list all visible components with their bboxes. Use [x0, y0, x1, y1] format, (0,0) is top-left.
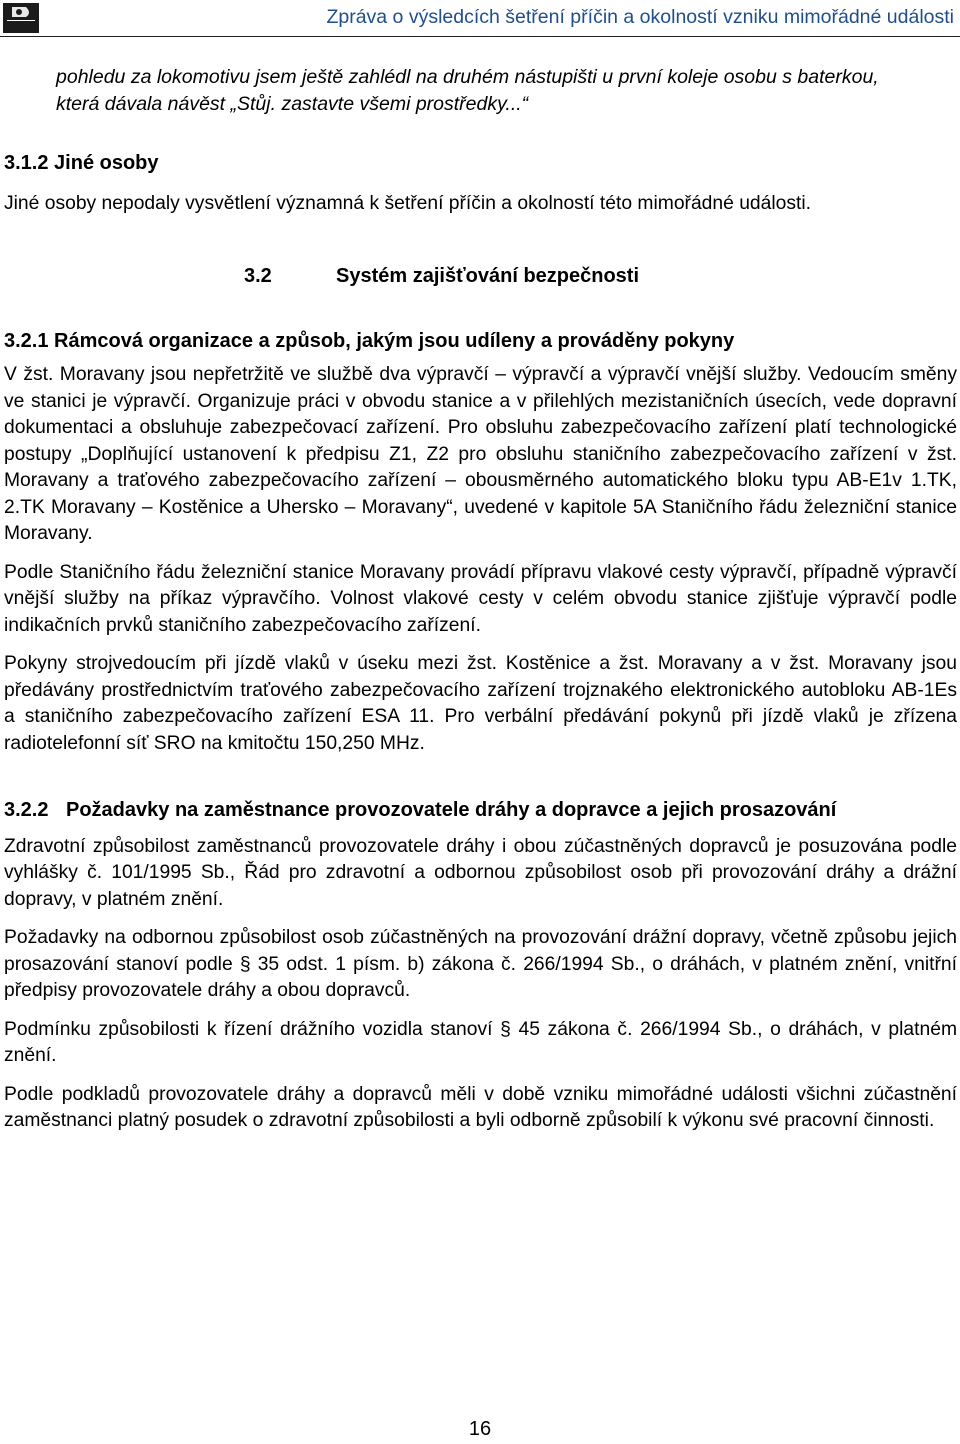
paragraph: Požadavky na odbornou způsobilost osob zúčastněných na provozování drážní dopravy, včetně způsobu jejich prosazování stanoví podle § 35 odst. 1 písm. b) zákona č. 266/1994 Sb., o dráhách, v platném znění, vnitřní předpisy provozovatele dráhy a obou dopravců.	[4, 927, 957, 1001]
paragraph: Podle podkladů provozovatele dráhy a dopravců měli v době vzniku mimořádné události všichni zúčastnění zaměstnanci platný posudek o zdravotní způsobilosti a byli odborně způsobilí k výkonu své pracovní činnosti.	[4, 1083, 957, 1131]
witness-quote: pohledu za lokomotivu jsem ještě zahlédl na druhém nástupišti u první koleje osobu s baterkou, která dávala návěst „Stůj. zastavte všemi prostředky...“	[56, 66, 879, 115]
paragraph: Podle Staničního řádu železniční stanice Moravany provádí přípravu vlakové cesty výpravčí, případně výpravčí vnější služby na příkaz výpravčího. Volnost vlakové cesty v celém obvodu stanice zjišťuje výpravčí podle indikačních prvků staničního zabezpečovacího zařízení.	[4, 561, 957, 636]
page-header	[0, 0, 960, 38]
section-title: Jiné osoby	[54, 152, 159, 174]
paragraph: Podmínku způsobilosti k řízení drážního vozidla stanoví § 45 zákona č. 266/1994 Sb., o dráhách, v platném znění.	[4, 1018, 957, 1066]
paragraph: V žst. Moravany jsou nepřetržitě ve službě dva výpravčí – výpravčí a výpravčí vnější služby. Vedoucím směny ve stanici je výpravčí. Organizuje práci v obvodu stanice a v přilehlých mezistaničních úsecích, vede dopravní dokumentaci a obsluhuje zabezpečovací zařízení. Pro obsluhu zabezpečovacího zařízení platí technologické postupy „Doplňující ustanovení k předpisu Z1, Z2 pro obsluhu staničního zabezpečovacího zařízení v žst. Moravany a traťového zabezpečovacího zařízení – obousměrného automatického bloku typu AB-E1v 1.TK, 2.TK Moravany – Kostěnice a Uhersko – Moravany“, uvedené v kapitole 5A Staničního řádu železniční stanice Moravany.	[4, 364, 957, 544]
paragraph: Zdravotní způsobilost zaměstnanců provozovatele dráhy i obou zúčastněných dopravců je posuzována podle vyhlášky č. 101/1995 Sb., Řád pro zdravotní a odbornou způsobilost osob při provozování dráhy a drážní dopravy, v platném znění.	[4, 835, 957, 910]
section-3-1-2-heading	[4, 150, 957, 177]
drazni-inspekce-logo	[3, 3, 39, 33]
section-number: 3.2	[244, 265, 272, 287]
section-number: 3.2.1	[4, 329, 49, 352]
section-title: Rámcová organizace a způsob, jakým jsou udíleny a prováděny pokyny	[54, 329, 735, 352]
section-title: Požadavky na zaměstnance provozovatele dráhy a dopravce a jejich prosazování	[66, 799, 837, 821]
section-title: Systém zajišťování bezpečnosti	[336, 265, 640, 287]
header-divider	[0, 36, 960, 37]
section-3-2-1-heading	[4, 328, 957, 355]
section-3-2-2-heading	[4, 797, 957, 824]
paragraph: Pokyny strojvedoucím při jízdě vlaků v úseku mezi žst. Kostěnice a žst. Moravany a v žst. Moravany jsou předávány prostřednictvím traťového zabezpečovacího zařízení trojznakého elektronického autobloku AB-1Es a staničního zabezpečovacího zařízení ESA 11. Pro verbální předávání pokynů při jízdě vlaků je zřízena radiotelefonní síť SRO na kmitočtu 150,250 MHz.	[4, 653, 957, 754]
page-number: 16	[468, 1418, 492, 1440]
section-3-1-2-text: Jiné osoby nepodaly vysvětlení významná k šetření příčin a okolností této mimořádné události.	[4, 192, 812, 214]
document-body	[4, 150, 957, 1135]
document-title: Zpráva o výsledcích šetření příčin a okolností vzniku mimořádné události	[326, 6, 954, 28]
section-number: 3.2.2	[4, 799, 49, 821]
section-3-2-heading	[244, 263, 957, 290]
section-number: 3.1.2	[4, 152, 49, 174]
